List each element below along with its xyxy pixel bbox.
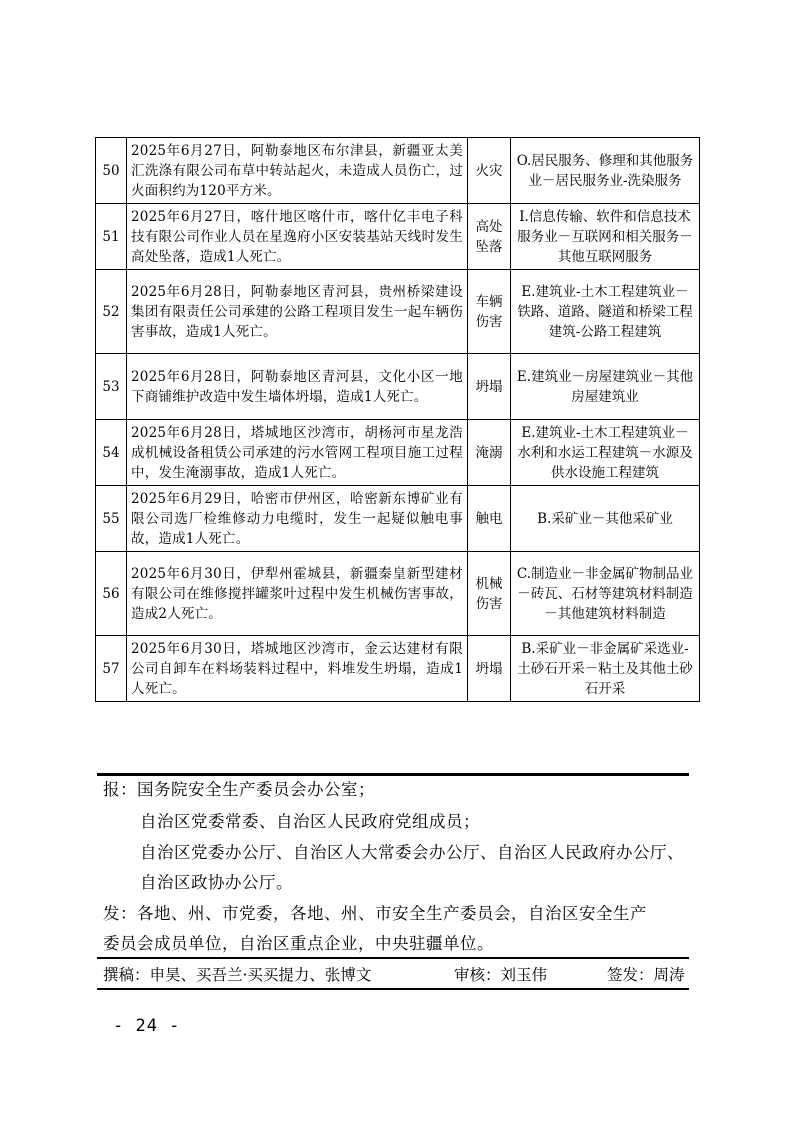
accident-type: 机械伤害 bbox=[468, 552, 511, 636]
accident-type: 火灾 bbox=[468, 138, 511, 204]
reviewer: 审核：刘玉伟 bbox=[454, 966, 548, 984]
accident-table bbox=[95, 137, 700, 702]
middle-divider bbox=[97, 957, 689, 959]
industry-category: I.信息传输、软件和信息技术服务业－互联网和相关服务－其他互联网服务 bbox=[511, 204, 700, 270]
industry-category: E.建筑业-土木工程建筑业－铁路、道路、隧道和桥梁工程建筑-公路工程建筑 bbox=[511, 270, 700, 354]
report-recipients-line: 报：国务院安全生产委员会办公室； bbox=[103, 780, 375, 799]
accident-description: 2025年6月28日，阿勒泰地区青河县，贵州桥梁建设集团有限责任公司承建的公路工程项目发生一起车辆伤害事故，造成1人死亡。 bbox=[127, 270, 468, 354]
row-number: 55 bbox=[96, 486, 127, 552]
accident-description: 2025年6月30日，塔城地区沙湾市，金云达建材有限公司自卸车在料场装料过程中，料堆发生坍塌，造成1人死亡。 bbox=[127, 636, 468, 702]
row-number: 51 bbox=[96, 204, 127, 270]
row-number: 52 bbox=[96, 270, 127, 354]
industry-category: B.采矿业－非金属矿采选业-土砂石开采－粘土及其他土砂石开采 bbox=[511, 636, 700, 702]
row-number: 53 bbox=[96, 354, 127, 420]
industry-category: E.建筑业－房屋建筑业－其他房屋建筑业 bbox=[511, 354, 700, 420]
row-number: 54 bbox=[96, 420, 127, 486]
accident-description: 2025年6月29日，哈密市伊州区，哈密新东博矿业有限公司选厂检维修动力电缆时，发生一起疑似触电事故，造成1人死亡。 bbox=[127, 486, 468, 552]
accident-description: 2025年6月28日，塔城地区沙湾市，胡杨河市星龙浩成机械设备租赁公司承建的污水管网工程项目施工过程中，发生淹溺事故，造成1人死亡。 bbox=[127, 420, 468, 486]
industry-category: C.制造业－非金属矿物制品业－砖瓦、石材等建筑材料制造－其他建筑材料制造 bbox=[511, 552, 700, 636]
industry-category: O.居民服务、修理和其他服务业－居民服务业-洗染服务 bbox=[511, 138, 700, 204]
table-row bbox=[96, 636, 700, 702]
signer: 签发：周涛 bbox=[607, 966, 685, 984]
accident-description: 2025年6月27日，阿勒泰地区布尔津县，新疆亚太美汇洗涤有限公司布草中转站起火，未造成人员伤亡，过火面积约为120平方米。 bbox=[127, 138, 468, 204]
accident-type: 坍塌 bbox=[468, 636, 511, 702]
row-number: 50 bbox=[96, 138, 127, 204]
accident-type: 高处坠落 bbox=[468, 204, 511, 270]
table-row bbox=[96, 486, 700, 552]
distribution-line: 发：各地、州、市党委，各地、州、市安全生产委员会，自治区安全生产 bbox=[103, 904, 647, 923]
drafter: 撰稿：申昊、买吾兰·买买提力、张博文 bbox=[103, 966, 372, 984]
report-recipients-line: 自治区党委办公厅、自治区人大常委会办公厅、自治区人民政府办公厅、 bbox=[140, 843, 684, 862]
accident-type: 触电 bbox=[468, 486, 511, 552]
accident-type: 坍塌 bbox=[468, 354, 511, 420]
table-row bbox=[96, 270, 700, 354]
industry-category: B.采矿业－其他采矿业 bbox=[511, 486, 700, 552]
accident-type: 车辆伤害 bbox=[468, 270, 511, 354]
accident-type: 淹溺 bbox=[468, 420, 511, 486]
table-row bbox=[96, 420, 700, 486]
accident-description: 2025年6月27日，喀什地区喀什市，喀什亿丰电子科技有限公司作业人员在星逸府小区安装基站天线时发生高处坠落，造成1人死亡。 bbox=[127, 204, 468, 270]
table-row bbox=[96, 138, 700, 204]
table-row bbox=[96, 204, 700, 270]
page-number: - 24 - bbox=[113, 1016, 181, 1036]
row-number: 57 bbox=[96, 636, 127, 702]
report-recipients-line: 自治区政协办公厅。 bbox=[140, 873, 293, 892]
report-recipients-line: 自治区党委常委、自治区人民政府党组成员； bbox=[140, 812, 480, 831]
accident-description: 2025年6月30日，伊犁州霍城县，新疆秦皇新型建材有限公司在维修搅拌罐浆叶过程中发生机械伤害事故，造成2人死亡。 bbox=[127, 552, 468, 636]
row-number: 56 bbox=[96, 552, 127, 636]
bottom-divider bbox=[97, 988, 689, 990]
table-row bbox=[96, 552, 700, 636]
top-divider bbox=[97, 773, 689, 776]
table-row bbox=[96, 354, 700, 420]
accident-description: 2025年6月28日，阿勒泰地区青河县，文化小区一地下商铺维护改造中发生墙体坍塌，造成1人死亡。 bbox=[127, 354, 468, 420]
distribution-line: 委员会成员单位，自治区重点企业，中央驻疆单位。 bbox=[103, 934, 494, 953]
industry-category: E.建筑业-土木工程建筑业－水利和水运工程建筑－水源及供水设施工程建筑 bbox=[511, 420, 700, 486]
